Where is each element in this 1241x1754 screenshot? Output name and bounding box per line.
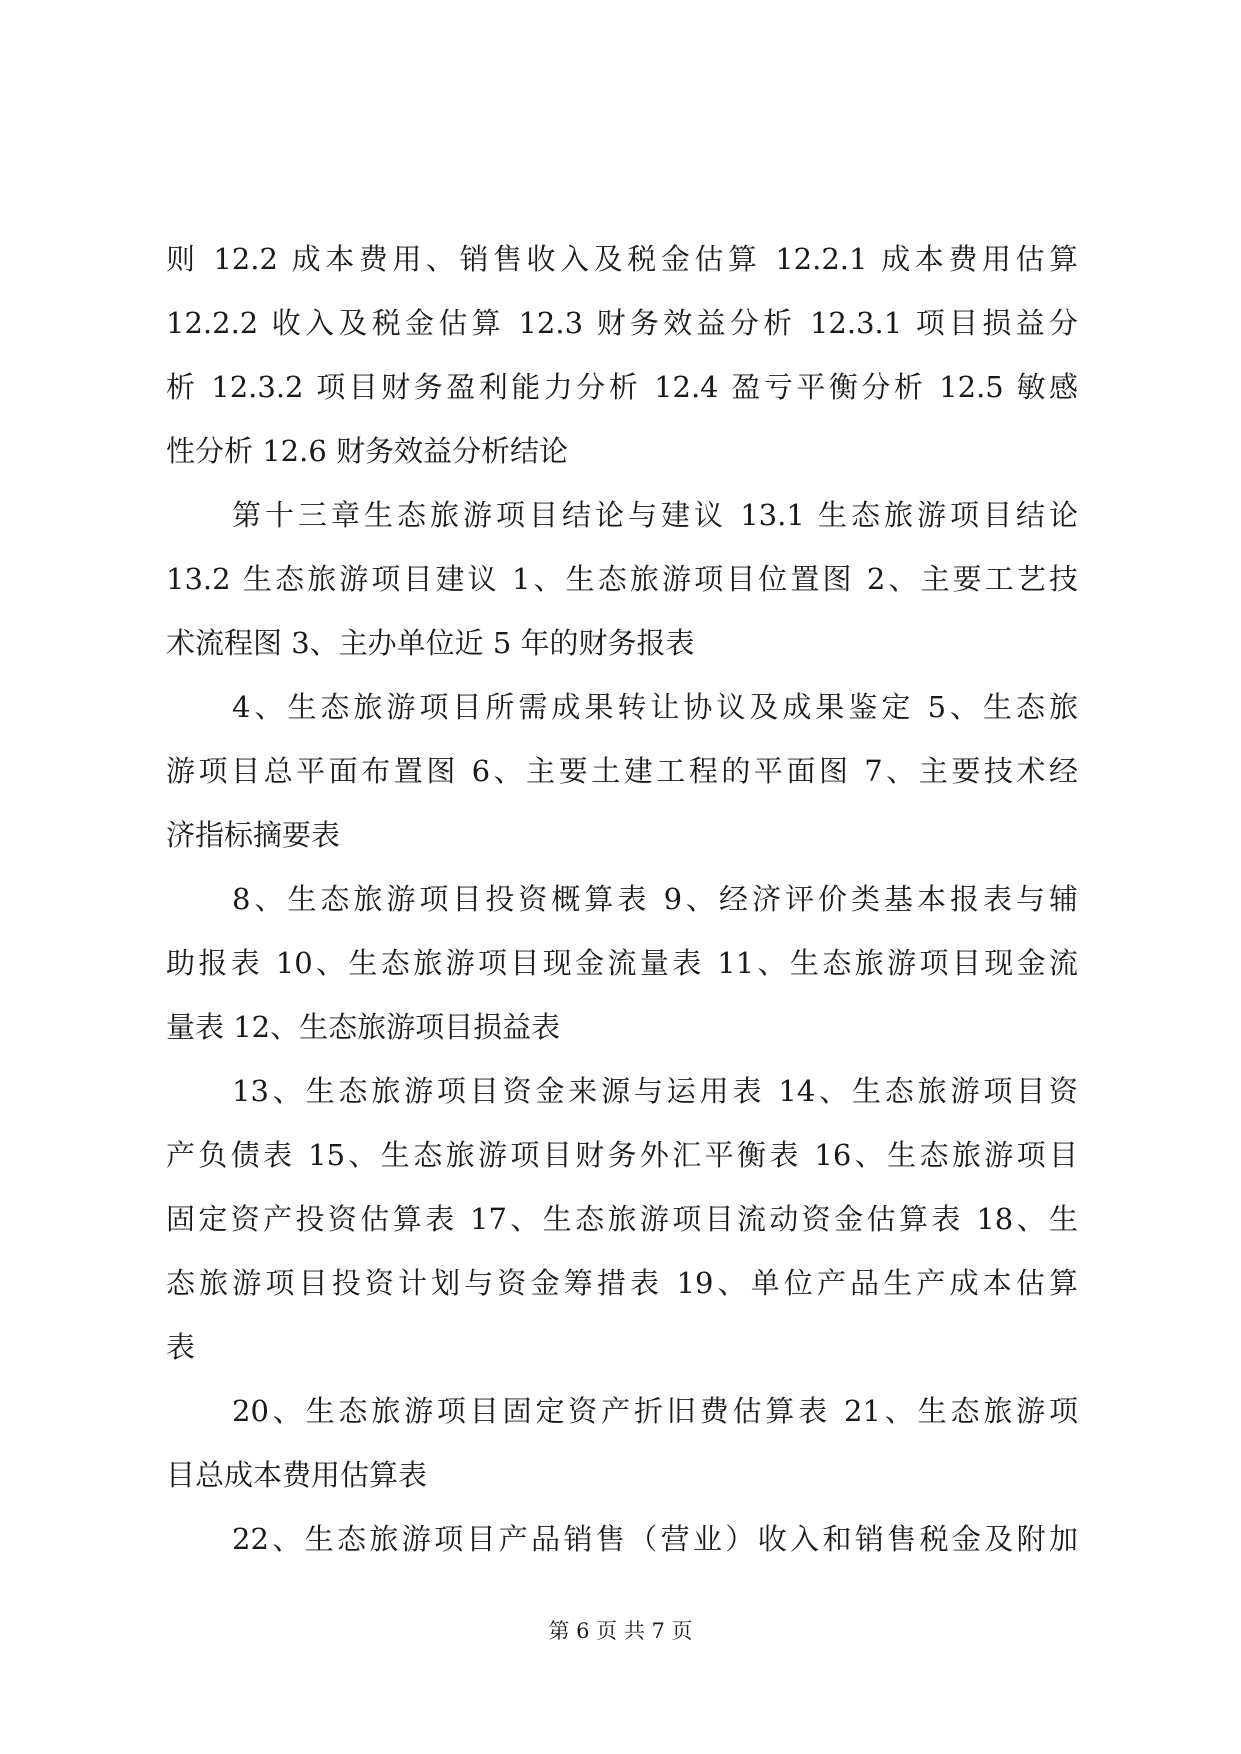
text-line: 济指标摘要表: [166, 818, 341, 852]
text-line: 20、生态旅游项目固定资产折旧费估算表 21、生态旅游项: [232, 1394, 1078, 1428]
text-line: 表: [166, 1330, 196, 1364]
text-line: 性分析 12.6 财务效益分析结论: [166, 434, 569, 468]
text-line: 产负债表 15、生态旅游项目财务外汇平衡表 16、生态旅游项目: [166, 1138, 1078, 1172]
text-line: 游项目总平面布置图 6、主要土建工程的平面图 7、主要技术经: [166, 754, 1078, 788]
text-line: 第十三章生态旅游项目结论与建议 13.1 生态旅游项目结论: [232, 498, 1078, 532]
text-line: 8、生态旅游项目投资概算表 9、经济评价类基本报表与辅: [232, 882, 1078, 916]
text-line: 目总成本费用估算表: [166, 1458, 428, 1492]
text-line: 12.2.2 收入及税金估算 12.3 财务效益分析 12.3.1 项目损益分: [166, 306, 1078, 340]
text-line: 13.2 生态旅游项目建议 1、生态旅游项目位置图 2、主要工艺技: [166, 562, 1078, 596]
text-line: 析 12.3.2 项目财务盈利能力分析 12.4 盈亏平衡分析 12.5 敏感: [166, 370, 1078, 404]
text-line: 固定资产投资估算表 17、生态旅游项目流动资金估算表 18、生: [166, 1202, 1078, 1236]
text-line: 22、生态旅游项目产品销售（营业）收入和销售税金及附加: [232, 1522, 1078, 1556]
text-line: 13、生态旅游项目资金来源与运用表 14、生态旅游项目资: [232, 1074, 1078, 1108]
text-line: 4、生态旅游项目所需成果转让协议及成果鉴定 5、生态旅: [232, 690, 1078, 724]
text-line: 态旅游项目投资计划与资金筹措表 19、单位产品生产成本估算: [166, 1266, 1078, 1300]
page-number-footer: 第 6 页 共 7 页: [548, 1619, 693, 1643]
text-line: 则 12.2 成本费用、销售收入及税金估算 12.2.1 成本费用估算: [166, 242, 1078, 276]
text-line: 术流程图 3、主办单位近 5 年的财务报表: [166, 626, 695, 660]
document-body: [166, 227, 1078, 1571]
text-line: 助报表 10、生态旅游项目现金流量表 11、生态旅游项目现金流: [166, 946, 1078, 980]
text-line: 量表 12、生态旅游项目损益表: [166, 1010, 561, 1044]
